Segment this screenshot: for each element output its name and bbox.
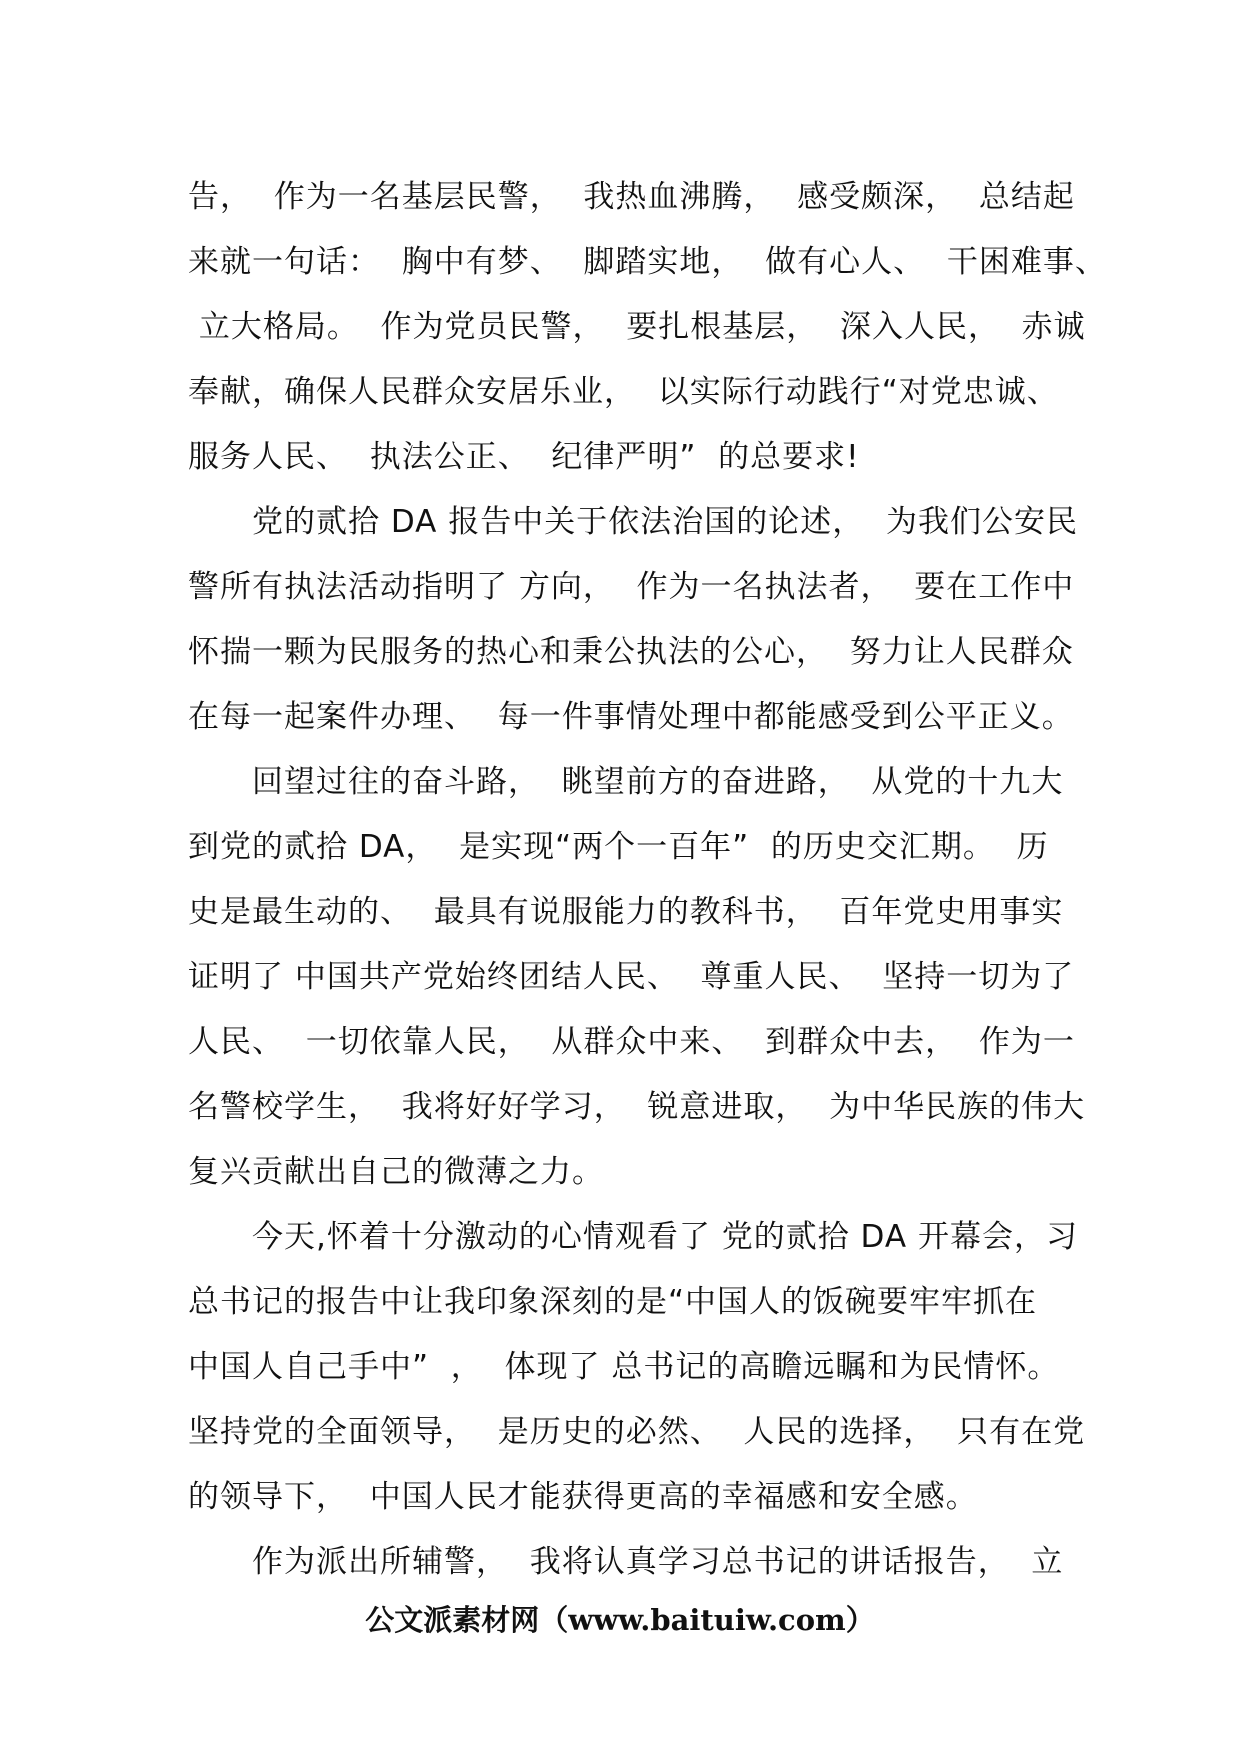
- text-line: 坚持党的全面领导， 是历史的必然、 人民的选择， 只有在党: [188, 1414, 1086, 1450]
- text-line: 立大格局。 作为党员民警， 要扎根基层， 深入人民， 赤诚: [188, 309, 1086, 345]
- text-line: 名警校学生， 我将好好学习， 锐意进取， 为中华民族的伟大: [188, 1089, 1086, 1125]
- text-line: 证明了 中国共产党始终团结人民、 尊重人民、 坚持一切为了: [188, 959, 1075, 995]
- text-line: 史是最生动的、 最具有说服能力的教科书， 百年党史用事实: [188, 894, 1064, 930]
- paragraph-first-line: 作为派出所辅警， 我将认真学习总书记的讲话报告， 立: [252, 1544, 1064, 1580]
- text-line: 的领导下， 中国人民才能获得更高的幸福感和安全感。: [188, 1479, 978, 1515]
- paragraph-first-line: 党的贰拾 DA 报告中关于依法治国的论述， 为我们公安民: [252, 504, 1078, 540]
- text-line: 来就一句话： 胸中有梦、 脚踏实地， 做有心人、 干困难事、: [188, 244, 1107, 280]
- text-line: 总书记的报告中让我印象深刻的是“中国人的饭碗要牢牢抓在: [188, 1284, 1038, 1320]
- text-line: 人民、 一切依靠人民， 从群众中来、 到群众中去， 作为一: [188, 1024, 1075, 1060]
- text-line: 怀揣一颗为民服务的热心和秉公执法的公心， 努力让人民群众: [188, 634, 1074, 670]
- text-line: 复兴贡献出自己的微薄之力。: [188, 1154, 604, 1190]
- document-body: [188, 165, 1107, 1595]
- text-line: 告， 作为一名基层民警， 我热血沸腾， 感受颇深， 总结起: [188, 179, 1075, 215]
- footer-watermark: 公文派素材网（www.baituiw.com）: [365, 1603, 875, 1637]
- text-line: 警所有执法活动指明了 方向， 作为一名执法者， 要在工作中: [188, 569, 1075, 605]
- paragraph-first-line: 今天,怀着十分激动的心情观看了 党的贰拾 DA 开幕会，习: [252, 1219, 1078, 1255]
- text-line: 奉献，确保人民群众安居乐业， 以实际行动践行“对党忠诚、: [188, 374, 1059, 410]
- paragraph-first-line: 回望过往的奋斗路， 眺望前方的奋进路， 从党的十九大: [252, 764, 1064, 800]
- text-line: 服务人民、 执法公正、 纪律严明” 的总要求!: [188, 439, 860, 475]
- text-line: 中国人自己手中” ， 体现了 总书记的高瞻远瞩和为民情怀。: [188, 1349, 1060, 1385]
- text-line: 到党的贰拾 DA， 是实现“两个一百年” 的历史交汇期。 历: [188, 829, 1049, 865]
- text-line: 在每一起案件办理、 每一件事情处理中都能感受到公平正义。: [188, 699, 1074, 735]
